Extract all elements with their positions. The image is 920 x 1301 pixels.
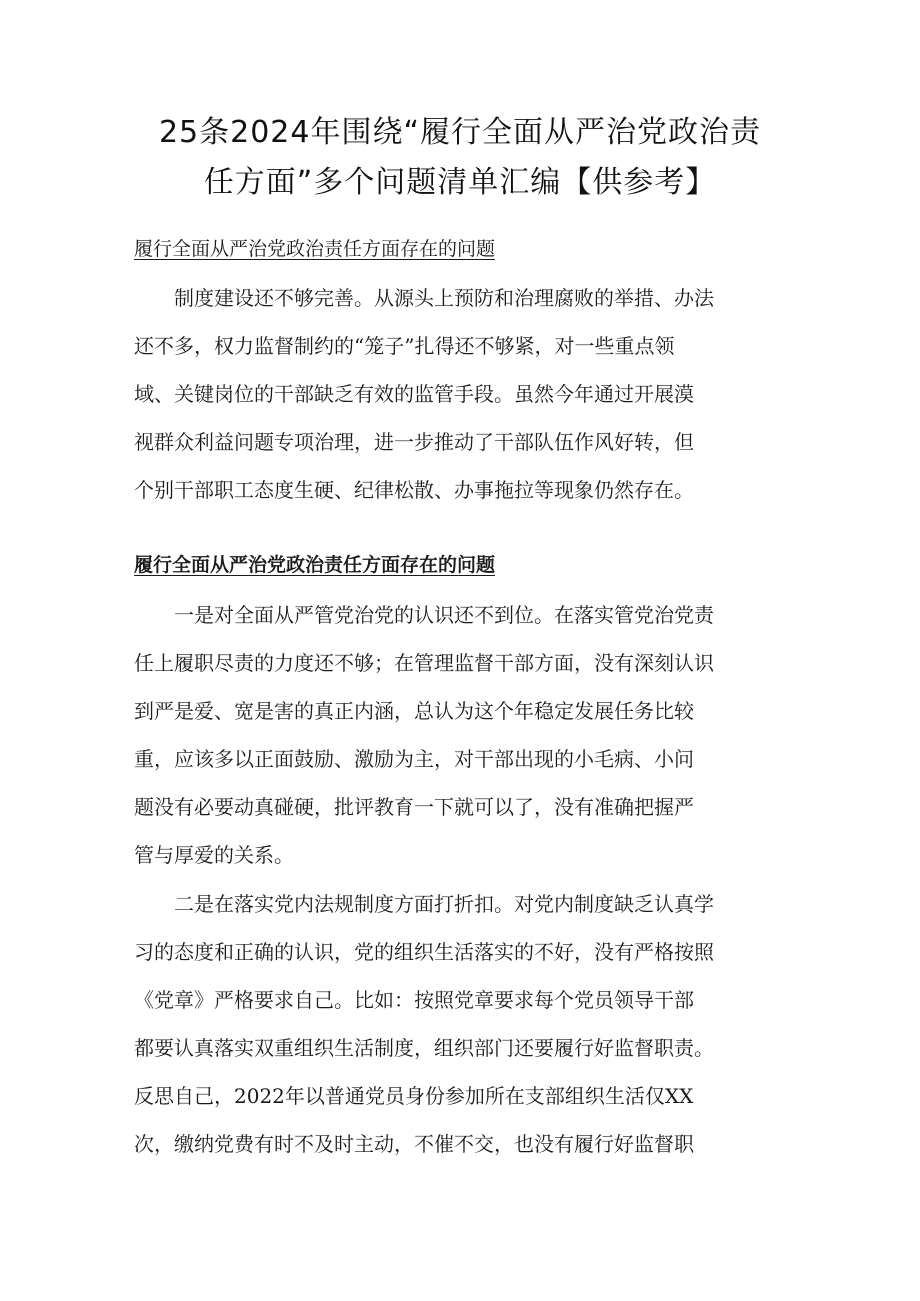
paragraph-line: 反思自己，2022年以普通党员身份参加所在支部组织生活仅XX — [134, 1084, 694, 1108]
paragraph-line: 重，应该多以正面鼓励、激励为主，对干部出现的小毛病、小问 — [134, 747, 694, 771]
section-heading-1: 履行全面从严治党政治责任方面存在的问题 — [134, 238, 496, 260]
paragraph-line: 到严是爱、宽是害的真正内涵，总认为这个年稳定发展任务比较 — [134, 699, 694, 723]
paragraph-2 — [134, 591, 794, 879]
paragraph-1 — [134, 274, 794, 514]
paragraph-line: 还不多，权力监督制约的“笼子”扎得还不够紧，对一些重点领 — [134, 334, 675, 358]
title-line-2: 任方面”多个问题清单汇编【供参考】 — [203, 165, 717, 200]
title-line-1: 25条2024年围绕“履行全面从严治党政治责 — [158, 115, 762, 150]
section-heading-2: 履行全面从严治党政治责任方面存在的问题 — [134, 554, 496, 576]
paragraph-line: 次，缴纳党费有时不及时主动，不催不交，也没有履行好监督职 — [134, 1132, 694, 1156]
paragraph-line: 个别干部职工态度生硬、纪律松散、办事拖拉等现象仍然存在。 — [134, 478, 694, 502]
paragraph-line: 二是在落实党内法规制度方面打折扣。对党内制度缺乏认真学 — [174, 892, 714, 916]
paragraph-3 — [134, 880, 794, 1168]
paragraph-line: 管与厚爱的关系。 — [134, 843, 294, 867]
paragraph-line: 习的态度和正确的认识，党的组织生活落实的不好，没有严格按照 — [134, 940, 714, 964]
paragraph-line: 制度建设还不够完善。从源头上预防和治理腐败的举措、办法 — [174, 286, 714, 310]
paragraph-line: 视群众利益问题专项治理，进一步推动了干部队伍作风好转，但 — [134, 430, 694, 454]
paragraph-line: 域、关键岗位的干部缺乏有效的监管手段。虽然今年通过开展漠 — [134, 382, 694, 406]
paragraph-line: 题没有必要动真碰硬，批评教育一下就可以了，没有准确把握严 — [134, 795, 694, 819]
paragraph-line: 《党章》严格要求自己。比如：按照党章要求每个党员领导干部 — [134, 988, 694, 1012]
paragraph-line: 任上履职尽责的力度还不够；在管理监督干部方面，没有深刻认识 — [134, 651, 714, 675]
paragraph-line: 都要认真落实双重组织生活制度，组织部门还要履行好监督职责。 — [134, 1036, 714, 1060]
paragraph-line: 一是对全面从严管党治党的认识还不到位。在落实管党治党责 — [174, 603, 714, 627]
document-title — [100, 108, 820, 208]
